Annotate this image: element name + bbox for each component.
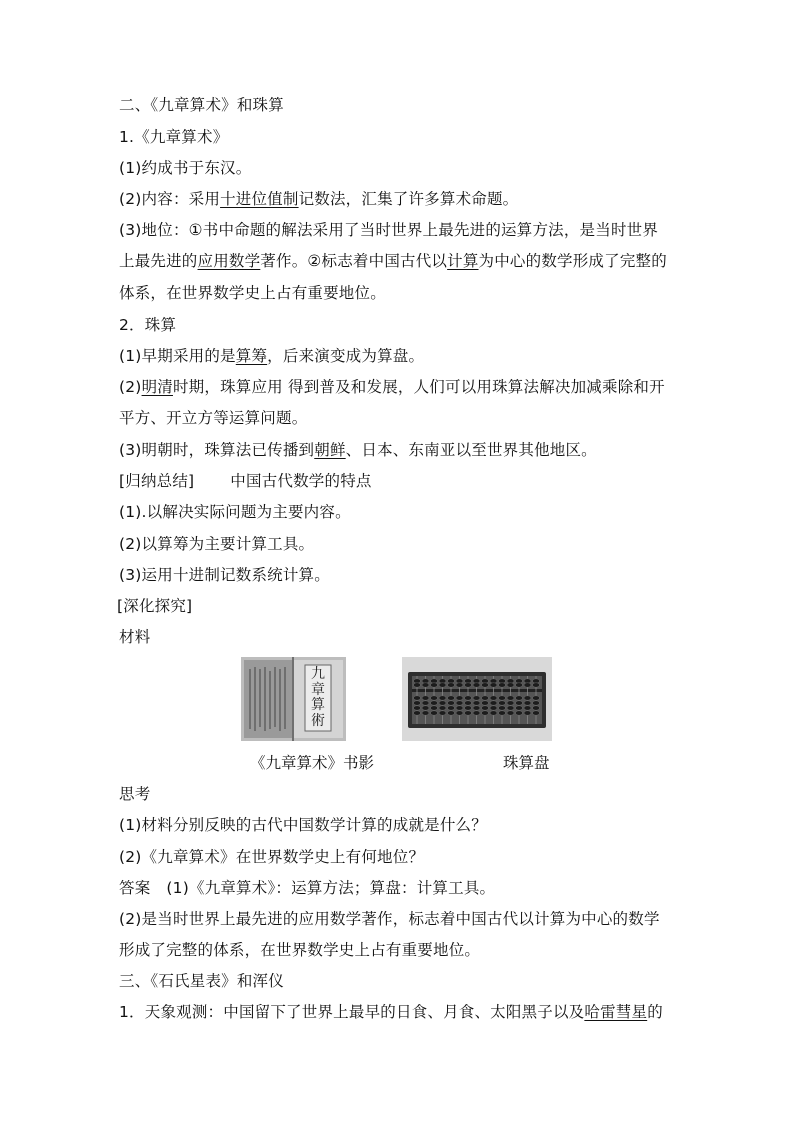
summary-title: 中国古代数学的特点	[230, 472, 372, 490]
paragraph	[119, 251, 667, 271]
abacus-image	[402, 657, 552, 741]
underlined-term: 朝鲜	[314, 441, 346, 459]
question: (1)材料分别反映的古代中国数学计算的成就是什么？	[119, 816, 487, 834]
text: 的	[647, 1003, 663, 1021]
paragraph: (3)地位：①书中命题的解法采用了当时世界上最先进的运算方法，是当时世界	[119, 221, 659, 239]
book-title-text: 九章算術	[311, 666, 325, 729]
text: 、日本、东南亚以至世界其他地区。	[345, 441, 597, 459]
material-label: 材料	[119, 628, 151, 646]
summary-line	[119, 471, 372, 491]
paragraph: 平方、开立方等运算问题。	[119, 409, 308, 427]
paragraph: (2)以算筹为主要计算工具。	[119, 535, 315, 553]
answer-line	[119, 878, 495, 898]
explore-label: [深化探究]	[117, 597, 193, 615]
paragraph	[119, 377, 665, 397]
text: 记数法，汇集了许多算术命题。	[298, 190, 519, 208]
answer-label: 答案	[119, 879, 151, 897]
underlined-term: 计算	[447, 252, 479, 270]
section-heading: 三、《石氏星表》和浑仪	[119, 972, 284, 990]
paragraph	[119, 189, 518, 209]
underlined-term: 明清	[141, 378, 173, 396]
underlined-term: 应用数学	[197, 252, 261, 270]
text: (3)明朝时，珠算法已传播到	[119, 441, 315, 459]
think-label: 思考	[119, 785, 151, 803]
section-heading: 二、《九章算术》和珠算	[119, 96, 284, 114]
underlined-term: 十进位值制	[220, 190, 299, 208]
text: 上最先进的	[119, 252, 198, 270]
underlined-term: 算筹	[235, 347, 268, 365]
text: ，后来演变成为算盘。	[267, 347, 425, 365]
text: 1．天象观测：中国留下了世界上最早的日食、月食、太阳黑子以及	[119, 1003, 585, 1021]
paragraph: 体系，在世界数学史上占有重要地位。	[119, 284, 386, 302]
underlined-term: 哈雷彗星	[584, 1003, 648, 1021]
summary-label: [归纳总结]	[119, 472, 195, 490]
answer-text: (1)《九章算术》：运算方法；算盘：计算工具。	[166, 879, 496, 897]
figure-caption: 珠算盘	[503, 754, 550, 772]
text: (2)	[119, 378, 142, 396]
paragraph	[119, 346, 424, 366]
text: 为中心的数学形成了完整的	[478, 252, 667, 270]
book-image	[241, 657, 346, 741]
paragraph	[119, 1002, 663, 1022]
subheading: 2．珠算	[119, 316, 177, 334]
text: 时期，珠算应用 得到普及和发展，人们可以用珠算法解决加减乘除和开	[172, 378, 665, 396]
text: 著作。②标志着中国古代以	[260, 252, 448, 270]
paragraph: (1).以解决实际问题为主要内容。	[119, 503, 351, 521]
text: (1)早期采用的是	[119, 347, 236, 365]
subheading: 1.《九章算术》	[119, 128, 229, 146]
paragraph	[119, 440, 597, 460]
question: (2)《九章算术》在世界数学史上有何地位？	[119, 848, 425, 866]
paragraph: (1)约成书于东汉。	[119, 159, 252, 177]
paragraph: (3)运用十进制记数系统计算。	[119, 566, 330, 584]
answer-text: 形成了完整的体系，在世界数学史上占有重要地位。	[119, 941, 481, 959]
figure-caption: 《九章算术》书影	[250, 754, 375, 772]
answer-text: (2)是当时世界上最先进的应用数学著作，标志着中国古代以计算为中心的数学	[119, 910, 660, 928]
text: (2)内容：采用	[119, 190, 221, 208]
